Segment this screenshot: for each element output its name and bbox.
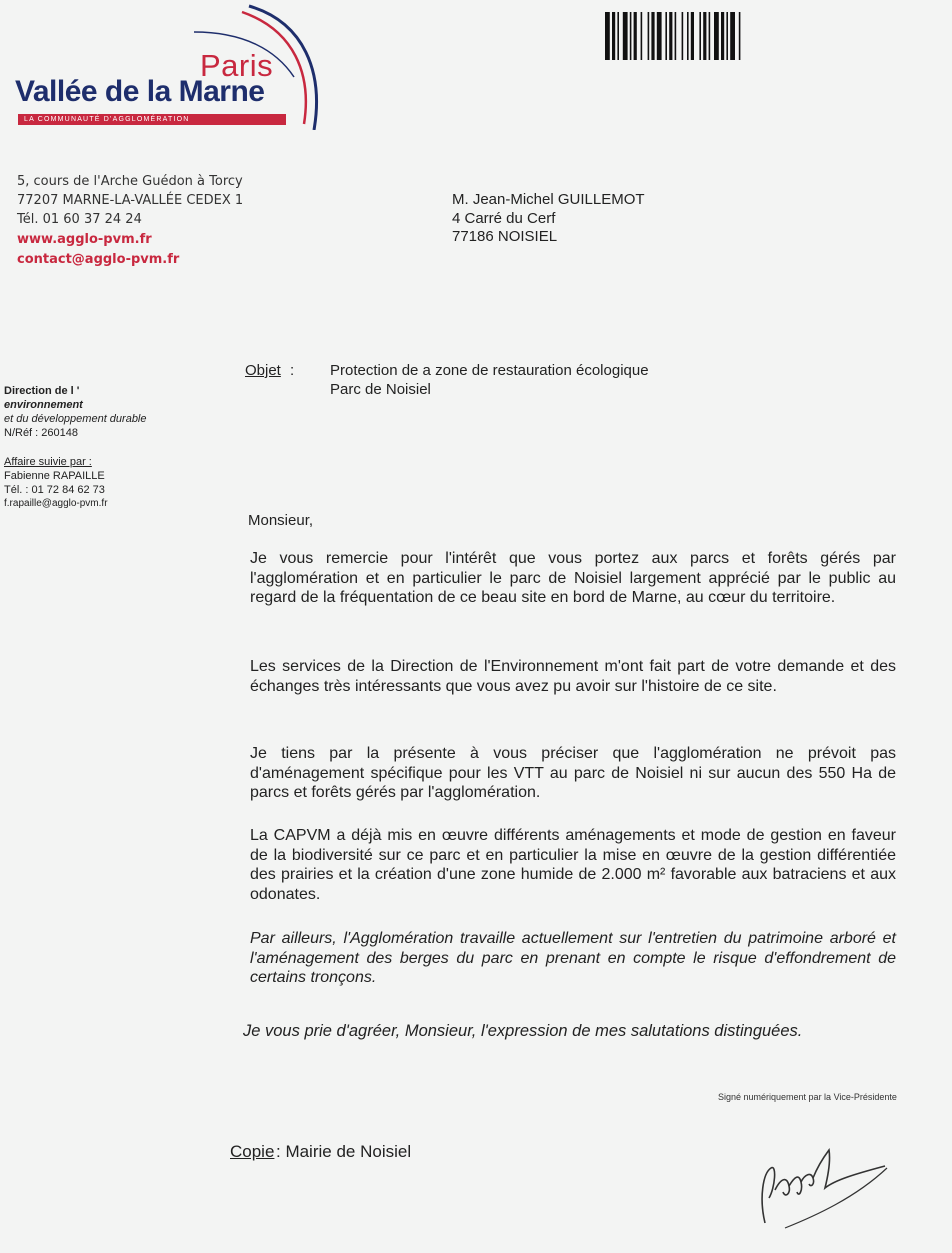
signed-note: Signé numériquement par la Vice-Présidente: [718, 1092, 897, 1102]
closing: Je vous prie d'agréer, Monsieur, l'expression de mes salutations distinguées.: [243, 1022, 803, 1040]
copy-label: Copie: [230, 1142, 275, 1161]
barcode-icon: [605, 12, 821, 60]
sender-address-1: 5, cours de l'Arche Guédon à Torcy: [17, 174, 243, 189]
subject-colon: :: [290, 362, 295, 379]
department-ref: N/Réf : 260148: [4, 427, 78, 439]
followed-by-name: Fabienne RAPAILLE: [4, 470, 105, 482]
logo-paris: Paris: [200, 48, 274, 83]
recipient-name: M. Jean-Michel GUILLEMOT: [452, 191, 645, 208]
department-line-2: environnement: [4, 399, 83, 411]
followed-by-phone: Tél. : 01 72 84 62 73: [4, 484, 105, 496]
recipient-city: 77186 NOISIEL: [452, 228, 558, 245]
paragraph-2: Les services de la Direction de l'Environnement m'ont fait part de votre demande et des échanges très intéressants que vous avez pu avoir sur l'histoire de ce site.: [250, 658, 896, 695]
subject-line-1: Protection de a zone de restauration écologique: [330, 362, 649, 379]
followed-by-label: Affaire suivie par :: [4, 456, 92, 468]
paragraph-5: Par ailleurs, l'Agglomération travaille actuellement sur l'entretien du patrimoine arboré et l'aménagement des berges du parc en prenant en compte le risque d'effondrement de certains tronçons.: [250, 930, 896, 986]
paragraph-4: La CAPVM a déjà mis en œuvre différents aménagements et mode de gestion en faveur de la biodiversité sur ce parc et en particulier la mise en œuvre de la gestion différentiée des prairies et la création d'une zone humide de 2.000 m² favorable aux batraciens et aux odonates.: [250, 827, 896, 903]
logo-banner: LA COMMUNAUTÉ D'AGGLOMÉRATION: [18, 114, 286, 125]
sender-website-link[interactable]: www.agglo-pvm.fr: [17, 232, 152, 247]
subject-line-2: Parc de Noisiel: [330, 381, 431, 398]
logo-vallee-de-la-marne: Vallée de la Marne: [15, 75, 265, 108]
subject-label: Objet: [245, 362, 281, 379]
logo-swoosh: [14, 2, 324, 130]
salutation: Monsieur,: [248, 512, 314, 529]
recipient-street: 4 Carré du Cerf: [452, 210, 556, 227]
followed-by-email-link[interactable]: f.rapaille@agglo-pvm.fr: [4, 498, 108, 509]
sender-phone: Tél. 01 60 37 24 24: [17, 212, 142, 227]
sender-address-2: 77207 MARNE-LA-VALLÉE CEDEX 1: [17, 193, 244, 208]
department-line-3: et du développement durable: [4, 413, 147, 425]
paragraph-1: Je vous remercie pour l'intérêt que vous portez aux parcs et forêts gérés par l'agglomération et en particulier le parc de Noisiel largement apprécié par le public au regard de la fréquentation de ce beau site en bord de Marne, au cœur du territoire.: [250, 550, 896, 606]
department-line-1: Direction de l ': [4, 385, 80, 397]
copy-text: : Mairie de Noisiel: [276, 1142, 412, 1161]
paragraph-3: Je tiens par la présente à vous préciser que l'agglomération ne prévoit pas d'aménagement spécifique pour les VTT au parc de Noisiel ni sur aucun des 550 Ha de parcs et forêts gérés par l'agglomération.: [250, 745, 896, 801]
signature-icon: [745, 1128, 895, 1233]
sender-email-link[interactable]: contact@agglo-pvm.fr: [17, 252, 180, 267]
